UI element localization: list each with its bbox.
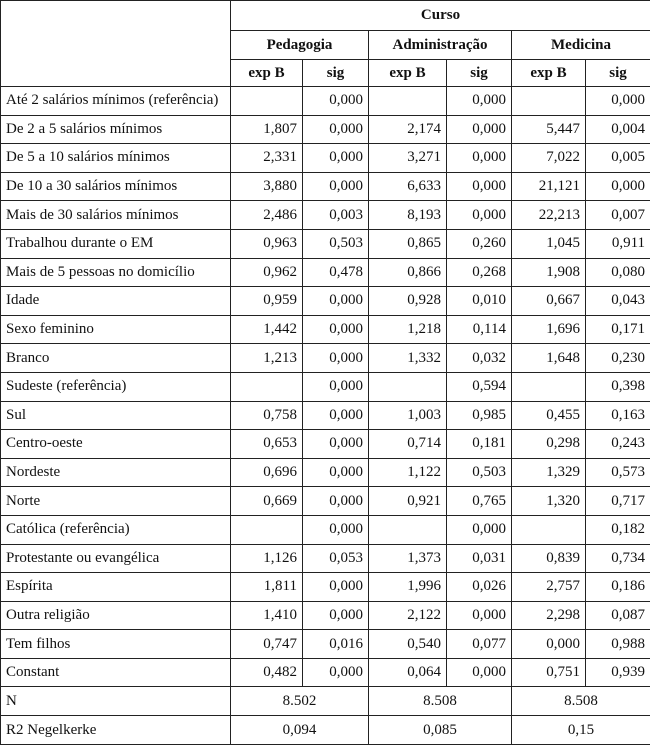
expb-cell: 1,320	[512, 487, 586, 516]
row-label: Outra religião	[1, 601, 231, 630]
table-row	[1, 258, 650, 287]
table-row	[1, 515, 650, 544]
sig-cell: 0,503	[447, 458, 512, 487]
sig-cell: 0,594	[447, 372, 512, 401]
sig-cell: 0,182	[586, 515, 650, 544]
sig-cell: 0,000	[303, 115, 369, 144]
summary-value: 0,15	[512, 716, 650, 745]
sig-cell: 0,163	[586, 401, 650, 430]
table-row	[1, 430, 650, 459]
table-row	[1, 573, 650, 602]
sig-cell: 0,000	[303, 458, 369, 487]
table-row	[1, 372, 650, 401]
table-row	[1, 458, 650, 487]
table-row	[1, 658, 650, 687]
row-label: De 5 a 10 salários mínimos	[1, 144, 231, 173]
expb-cell: 0,714	[369, 430, 447, 459]
expb-cell: 0,747	[231, 630, 303, 659]
corner-cell	[1, 1, 231, 87]
expb-cell: 1,410	[231, 601, 303, 630]
sig-cell: 0,398	[586, 372, 650, 401]
sig-cell: 0,000	[303, 658, 369, 687]
sig-cell: 0,181	[447, 430, 512, 459]
row-label: Constant	[1, 658, 231, 687]
sig-cell: 0,077	[447, 630, 512, 659]
sig-cell: 0,004	[586, 115, 650, 144]
expb-cell	[231, 87, 303, 116]
sig-cell: 0,939	[586, 658, 650, 687]
summary-row	[1, 687, 650, 716]
expb-cell: 21,121	[512, 172, 586, 201]
expb-cell: 22,213	[512, 201, 586, 230]
sig-cell: 0,003	[303, 201, 369, 230]
sig-cell: 0,000	[303, 172, 369, 201]
sig-cell: 0,080	[586, 258, 650, 287]
expb-cell	[231, 515, 303, 544]
row-label: Nordeste	[1, 458, 231, 487]
expb-cell: 2,757	[512, 573, 586, 602]
sub-header-sig: sig	[303, 60, 369, 87]
expb-cell: 0,962	[231, 258, 303, 287]
sig-cell: 0,000	[303, 372, 369, 401]
sig-cell: 0,717	[586, 487, 650, 516]
row-label: Espírita	[1, 573, 231, 602]
expb-cell: 2,331	[231, 144, 303, 173]
table-row	[1, 115, 650, 144]
expb-cell: 1,373	[369, 544, 447, 573]
sub-header-sig: sig	[586, 60, 650, 87]
expb-cell	[369, 372, 447, 401]
expb-cell: 2,174	[369, 115, 447, 144]
sig-cell: 0,000	[447, 201, 512, 230]
sig-cell: 0,032	[447, 344, 512, 373]
sig-cell: 0,478	[303, 258, 369, 287]
sig-cell: 0,000	[303, 344, 369, 373]
sig-cell: 0,016	[303, 630, 369, 659]
sig-cell: 0,026	[447, 573, 512, 602]
table-row	[1, 344, 650, 373]
expb-cell: 0,758	[231, 401, 303, 430]
expb-cell: 0,540	[369, 630, 447, 659]
sig-cell: 0,734	[586, 544, 650, 573]
expb-cell: 1,329	[512, 458, 586, 487]
expb-cell	[512, 87, 586, 116]
expb-cell: 5,447	[512, 115, 586, 144]
row-label: Norte	[1, 487, 231, 516]
course-header-medicina: Medicina	[512, 31, 650, 60]
expb-cell: 1,332	[369, 344, 447, 373]
sig-cell: 0,000	[447, 115, 512, 144]
table-row	[1, 144, 650, 173]
sig-cell: 0,000	[303, 515, 369, 544]
sig-cell: 0,573	[586, 458, 650, 487]
expb-cell: 1,003	[369, 401, 447, 430]
expb-cell: 3,880	[231, 172, 303, 201]
table-row	[1, 315, 650, 344]
expb-cell: 0,963	[231, 229, 303, 258]
row-label: Mais de 30 salários mínimos	[1, 201, 231, 230]
expb-cell: 1,442	[231, 315, 303, 344]
sig-cell: 0,000	[303, 601, 369, 630]
sig-cell: 0,114	[447, 315, 512, 344]
expb-cell: 1,045	[512, 229, 586, 258]
expb-cell	[231, 372, 303, 401]
sub-header-expb: exp B	[512, 60, 586, 87]
course-header-pedagogia: Pedagogia	[231, 31, 369, 60]
expb-cell: 0,298	[512, 430, 586, 459]
sig-cell: 0,911	[586, 229, 650, 258]
sig-cell: 0,503	[303, 229, 369, 258]
sig-cell: 0,000	[303, 315, 369, 344]
expb-cell: 0,455	[512, 401, 586, 430]
course-header-administracao: Administração	[369, 31, 512, 60]
row-label: De 10 a 30 salários mínimos	[1, 172, 231, 201]
sig-cell: 0,988	[586, 630, 650, 659]
sig-cell: 0,087	[586, 601, 650, 630]
expb-cell: 0,751	[512, 658, 586, 687]
row-label: Sul	[1, 401, 231, 430]
sig-cell: 0,230	[586, 344, 650, 373]
summary-value: 8.508	[369, 687, 512, 716]
expb-cell: 0,482	[231, 658, 303, 687]
expb-cell: 2,298	[512, 601, 586, 630]
sig-cell: 0,000	[303, 430, 369, 459]
row-label: Até 2 salários mínimos (referência)	[1, 87, 231, 116]
sub-header-expb: exp B	[369, 60, 447, 87]
row-label: Branco	[1, 344, 231, 373]
sig-cell: 0,000	[447, 172, 512, 201]
sig-cell: 0,171	[586, 315, 650, 344]
expb-cell: 0,928	[369, 287, 447, 316]
sig-cell: 0,000	[447, 144, 512, 173]
sig-cell: 0,243	[586, 430, 650, 459]
sig-cell: 0,000	[303, 287, 369, 316]
expb-cell: 1,126	[231, 544, 303, 573]
expb-cell: 0,696	[231, 458, 303, 487]
expb-cell: 2,122	[369, 601, 447, 630]
row-label: De 2 a 5 salários mínimos	[1, 115, 231, 144]
expb-cell: 0,921	[369, 487, 447, 516]
expb-cell: 7,022	[512, 144, 586, 173]
expb-cell: 0,064	[369, 658, 447, 687]
expb-cell: 0,839	[512, 544, 586, 573]
sig-cell: 0,765	[447, 487, 512, 516]
expb-cell: 2,486	[231, 201, 303, 230]
expb-cell: 1,648	[512, 344, 586, 373]
expb-cell: 3,271	[369, 144, 447, 173]
table-row	[1, 601, 650, 630]
sig-cell: 0,985	[447, 401, 512, 430]
expb-cell: 1,908	[512, 258, 586, 287]
sig-cell: 0,000	[303, 144, 369, 173]
row-label: Sexo feminino	[1, 315, 231, 344]
sig-cell: 0,000	[447, 515, 512, 544]
sig-cell: 0,186	[586, 573, 650, 602]
expb-cell: 1,218	[369, 315, 447, 344]
table-row	[1, 544, 650, 573]
expb-cell: 1,696	[512, 315, 586, 344]
summary-value: 0,085	[369, 716, 512, 745]
expb-cell: 8,193	[369, 201, 447, 230]
table-row	[1, 287, 650, 316]
expb-cell: 1,807	[231, 115, 303, 144]
expb-cell: 0,959	[231, 287, 303, 316]
table-row	[1, 229, 650, 258]
row-label: Sudeste (referência)	[1, 372, 231, 401]
expb-cell: 1,122	[369, 458, 447, 487]
sig-cell: 0,000	[303, 87, 369, 116]
sig-cell: 0,000	[447, 601, 512, 630]
sig-cell: 0,053	[303, 544, 369, 573]
expb-cell	[512, 515, 586, 544]
sig-cell: 0,000	[303, 487, 369, 516]
sig-cell: 0,000	[586, 87, 650, 116]
expb-cell	[369, 87, 447, 116]
expb-cell	[369, 515, 447, 544]
summary-value: 0,094	[231, 716, 369, 745]
summary-label: N	[1, 687, 231, 716]
sig-cell: 0,005	[586, 144, 650, 173]
expb-cell: 1,213	[231, 344, 303, 373]
table-row	[1, 401, 650, 430]
expb-cell: 6,633	[369, 172, 447, 201]
row-label: Trabalhou durante o EM	[1, 229, 231, 258]
table-row	[1, 172, 650, 201]
table-row	[1, 87, 650, 116]
table-row	[1, 487, 650, 516]
expb-cell: 1,996	[369, 573, 447, 602]
expb-cell	[512, 372, 586, 401]
row-label: Protestante ou evangélica	[1, 544, 231, 573]
sub-header-expb: exp B	[231, 60, 303, 87]
expb-cell: 0,865	[369, 229, 447, 258]
sig-cell: 0,000	[303, 573, 369, 602]
sig-cell: 0,000	[447, 658, 512, 687]
row-label: Idade	[1, 287, 231, 316]
summary-value: 8.508	[512, 687, 650, 716]
row-label: Mais de 5 pessoas no domicílio	[1, 258, 231, 287]
row-label: Tem filhos	[1, 630, 231, 659]
sig-cell: 0,031	[447, 544, 512, 573]
sig-cell: 0,260	[447, 229, 512, 258]
expb-cell: 0,653	[231, 430, 303, 459]
table-row	[1, 630, 650, 659]
group-header: Curso	[231, 1, 650, 31]
expb-cell: 0,667	[512, 287, 586, 316]
sig-cell: 0,000	[303, 401, 369, 430]
expb-cell: 1,811	[231, 573, 303, 602]
sig-cell: 0,268	[447, 258, 512, 287]
sig-cell: 0,000	[586, 172, 650, 201]
table-row	[1, 201, 650, 230]
sub-header-sig: sig	[447, 60, 512, 87]
summary-label: R2 Negelkerke	[1, 716, 231, 745]
expb-cell: 0,669	[231, 487, 303, 516]
expb-cell: 0,866	[369, 258, 447, 287]
row-label: Católica (referência)	[1, 515, 231, 544]
sig-cell: 0,007	[586, 201, 650, 230]
sig-cell: 0,043	[586, 287, 650, 316]
summary-value: 8.502	[231, 687, 369, 716]
sig-cell: 0,010	[447, 287, 512, 316]
expb-cell: 0,000	[512, 630, 586, 659]
row-label: Centro-oeste	[1, 430, 231, 459]
sig-cell: 0,000	[447, 87, 512, 116]
summary-row	[1, 716, 650, 745]
